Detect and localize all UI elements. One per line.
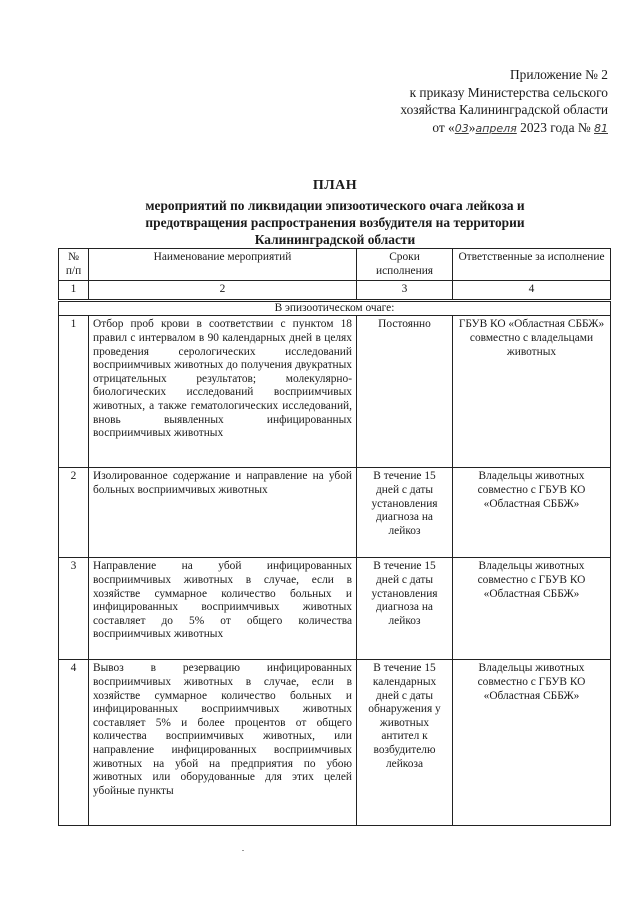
row-number: 3 <box>59 558 89 660</box>
date-prefix: от « <box>432 119 455 135</box>
row-activity: Вывоз в резервацию инфицированных восприимчивых животных в случае, если в хозяйстве суммарное количество больных и инфицированных восприимчивых животных составляет 5% и более процентов от общего количества восприимчивых животных, или направление инфицированных восприимчивых животных на убой на предприятия по убою животных или оборудованные для этих целей убойные пункты <box>89 660 357 826</box>
plan-table <box>58 248 611 826</box>
appendix-header <box>288 66 608 137</box>
row-number: 4 <box>59 660 89 826</box>
row-activity: Направление на убой инфицированных восприимчивых животных в случае, если в хозяйстве суммарное количество больных и инфицированных восприимчивых животных составляет до 5% от общего количества восприимчивых животных <box>89 558 357 660</box>
section-row <box>59 300 611 316</box>
date-mid: » <box>468 119 476 135</box>
appendix-number: Приложение № 2 <box>509 67 608 82</box>
date-month-handwritten: апреля <box>475 121 517 135</box>
row-number: 2 <box>59 468 89 558</box>
row-responsible: ГБУВ КО «Областная СББЖ» совместно с владельцами животных <box>453 316 611 468</box>
header-responsible: Ответственные за исполнение <box>453 249 611 281</box>
row-responsible: Владельцы животных совместно с ГБУВ КО «Областная СББЖ» <box>453 558 611 660</box>
col-number-2: 2 <box>89 281 357 301</box>
header-number: № п/п <box>59 249 89 281</box>
date-day-handwritten: 03 <box>454 121 469 135</box>
table-row <box>59 316 611 468</box>
section-title: В эпизоотическом очаге: <box>59 300 611 316</box>
order-number-handwritten: 81 <box>594 121 608 135</box>
row-term: В течение 15 календарных дней с даты обнаружения у животных антител к возбудителю лейкоза <box>357 660 453 826</box>
title-word: ПЛАН <box>312 178 358 193</box>
row-number: 1 <box>59 316 89 468</box>
table-row <box>59 468 611 558</box>
row-activity: Изолированное содержание и направление на убой больных восприимчивых животных <box>89 468 357 558</box>
appendix-order-ref: к приказу Министерства сельского <box>409 84 608 100</box>
header-name: Наименование мероприятий <box>89 249 357 281</box>
scan-speck <box>242 850 244 851</box>
row-activity: Отбор проб крови в соответствии с пунктом 18 правил с интервалом в 90 календарных дней в целях проведения серологических исследований восприимчивых животных до получения двукратных отрицательных результатов; молекулярно-биологических исследований восприимчивых животных, а также гематологических исследований, вновь выявленных инфицированных восприимчивых животных <box>89 316 357 468</box>
document-title <box>60 177 610 248</box>
table-row <box>59 660 611 826</box>
title-line-3: Калининградской области <box>254 232 416 247</box>
col-number-4: 4 <box>453 281 611 301</box>
col-number-3: 3 <box>357 281 453 301</box>
row-term: Постоянно <box>357 316 453 468</box>
title-line-1: мероприятий по ликвидации эпизоотического очага лейкоза и <box>145 198 525 213</box>
row-term: В течение 15 дней с даты установления диагноза на лейкоз <box>357 558 453 660</box>
title-line-2: предотвращения распространения возбудителя на территории <box>145 215 525 230</box>
header-term: Сроки исполнения <box>357 249 453 281</box>
row-responsible: Владельцы животных совместно с ГБУВ КО «Областная СББЖ» <box>453 468 611 558</box>
row-responsible: Владельцы животных совместно с ГБУВ КО «Областная СББЖ» <box>453 660 611 826</box>
table-header-row <box>59 249 611 281</box>
row-term: В течение 15 дней с даты установления диагноза на лейкоз <box>357 468 453 558</box>
appendix-ministry: хозяйства Калининградской области <box>400 102 608 118</box>
table-row <box>59 558 611 660</box>
col-number-1: 1 <box>59 281 89 301</box>
appendix-date-line <box>288 119 608 138</box>
date-year: 2023 года № <box>516 119 594 135</box>
column-numbers-row <box>59 281 611 301</box>
